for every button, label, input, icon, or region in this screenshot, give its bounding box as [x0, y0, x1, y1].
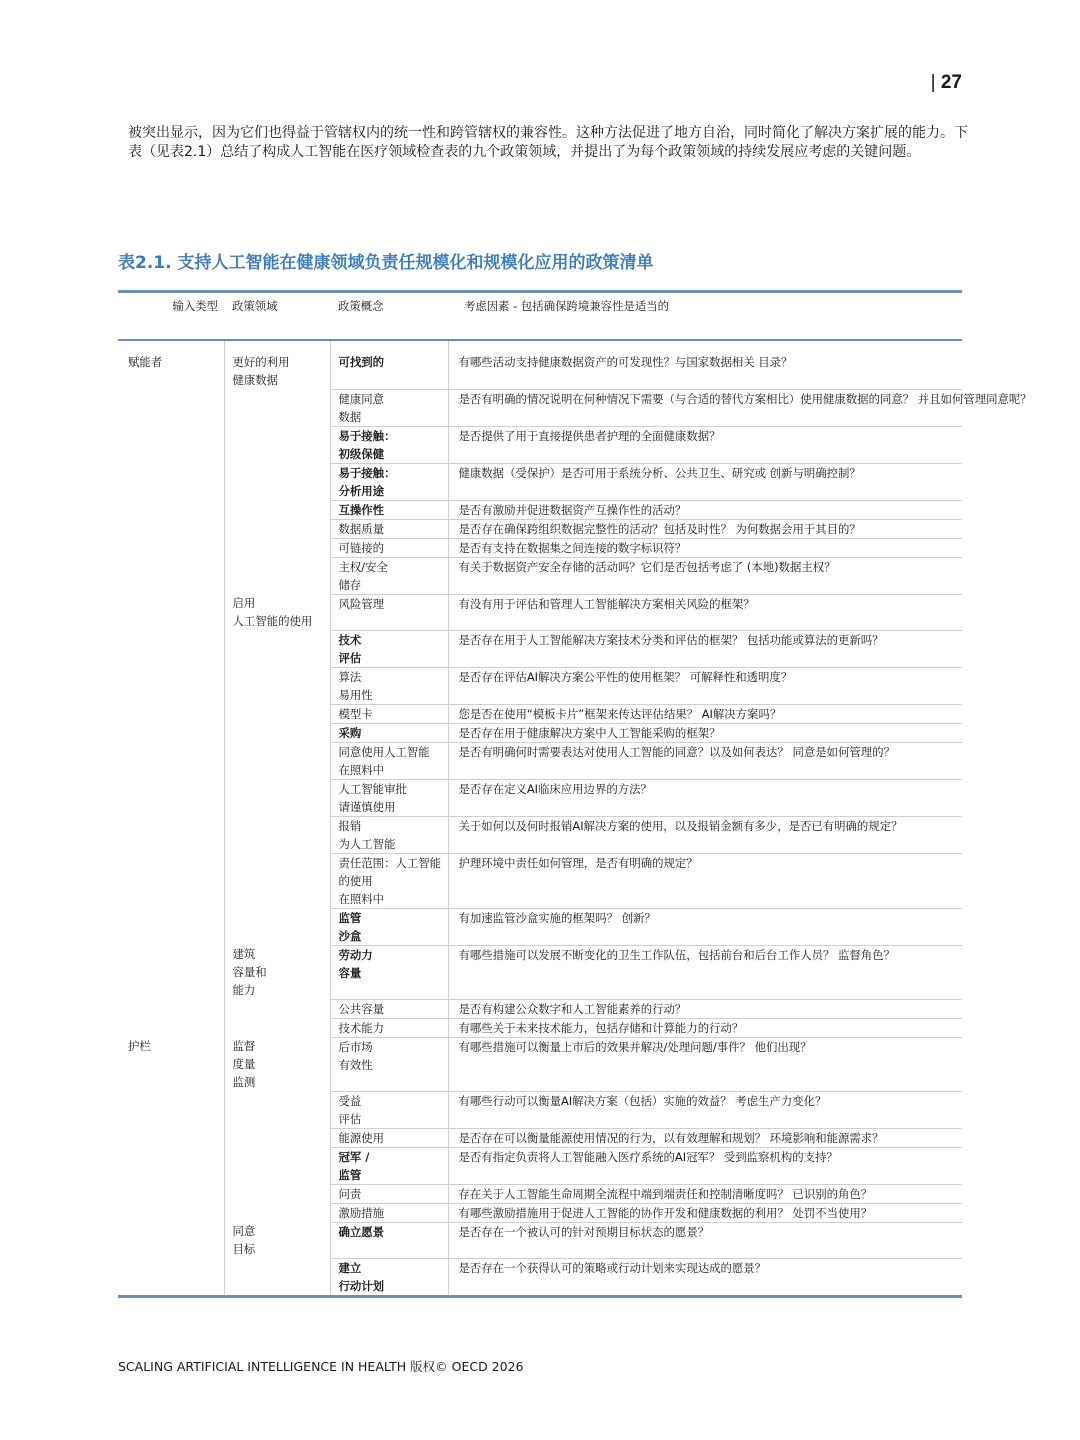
consideration-cell: 是否存在用于健康解决方案中人工智能采购的框架？	[448, 723, 962, 742]
policy-concept-cell: 受益 评估	[330, 1091, 448, 1128]
table-row	[118, 1203, 962, 1222]
input-type-cell	[118, 519, 224, 538]
policy-area-cell	[224, 908, 330, 945]
header-considerations: 考虑因素 - 包括确保跨境兼容性是适当的	[448, 292, 962, 341]
policy-concept-cell: 激励措施	[330, 1203, 448, 1222]
policy-concept-cell: 冠军 / 监管	[330, 1147, 448, 1184]
input-type-cell	[118, 1147, 224, 1184]
table-row	[118, 1018, 962, 1037]
consideration-cell: 是否有激励并促进数据资产互操作性的活动？	[448, 500, 962, 519]
policy-concept-cell: 技术能力	[330, 1018, 448, 1037]
policy-area-cell	[224, 704, 330, 723]
policy-concept-cell: 公共容量	[330, 999, 448, 1018]
table-row	[118, 557, 962, 594]
consideration-cell: 是否存在定义AI临床应用边界的方法？	[448, 779, 962, 816]
table-row	[118, 389, 962, 426]
policy-area-cell	[224, 538, 330, 557]
consideration-cell: 是否有指定负责将人工智能融入医疗系统的AI冠军？ 受到监察机构的支持？	[448, 1147, 962, 1184]
table-row	[118, 1091, 962, 1128]
consideration-cell: 健康数据（受保护）是否可用于系统分析、公共卫生、研究或 创新与明确控制？	[448, 463, 962, 500]
table-title: 表2.1. 支持人工智能在健康领域负责任规模化和规模化应用的政策清单	[118, 253, 654, 273]
policy-concept-cell: 确立愿景	[330, 1222, 448, 1258]
consideration-cell: 是否存在评估AI解决方案公平性的使用框架？ 可解释性和透明度？	[448, 667, 962, 704]
policy-table	[118, 290, 1032, 1298]
policy-concept-cell: 劳动力 容量	[330, 945, 448, 999]
input-type-cell	[118, 667, 224, 704]
input-type-cell	[118, 779, 224, 816]
policy-area-cell: 启用 人工智能的使用	[224, 594, 330, 630]
policy-concept-cell: 可找到的	[330, 340, 448, 389]
policy-concept-cell: 可链接的	[330, 538, 448, 557]
policy-area-cell	[224, 1147, 330, 1184]
policy-area-cell	[224, 630, 330, 667]
table-row	[118, 538, 962, 557]
table-row	[118, 816, 962, 853]
policy-area-cell	[224, 816, 330, 853]
policy-area-cell	[224, 519, 330, 538]
policy-area-cell	[224, 999, 330, 1018]
input-type-cell	[118, 557, 224, 594]
consideration-cell: 有哪些关于未来技术能力，包括存储和计算能力的行动？	[448, 1018, 962, 1037]
consideration-cell: 有加速监管沙盒实施的框架吗？ 创新？	[448, 908, 962, 945]
policy-area-cell	[224, 1091, 330, 1128]
consideration-cell: 有哪些措施可以发展不断变化的卫生工作队伍，包括前台和后台工作人员？ 监督角色？	[448, 945, 962, 999]
policy-concept-cell: 建立 行动计划	[330, 1258, 448, 1296]
policy-area-cell	[224, 779, 330, 816]
policy-concept-cell: 能源使用	[330, 1128, 448, 1147]
consideration-cell: 是否提供了用于直接提供患者护理的全面健康数据？	[448, 426, 962, 463]
policy-area-cell	[224, 389, 330, 426]
policy-area-cell: 更好的利用 健康数据	[224, 340, 330, 389]
policy-concept-cell: 易于接触： 分析用途	[330, 463, 448, 500]
policy-concept-cell: 采购	[330, 723, 448, 742]
table-row	[118, 519, 962, 538]
policy-area-cell	[224, 853, 330, 908]
table-row	[118, 340, 962, 389]
policy-concept-cell: 责任范围：人工智能的使用 在照料中	[330, 853, 448, 908]
table-row	[118, 594, 962, 630]
table-row	[118, 1147, 962, 1184]
policy-area-cell	[224, 1258, 330, 1296]
input-type-cell	[118, 463, 224, 500]
input-type-cell	[118, 426, 224, 463]
consideration-cell: 是否有支持在数据集之间连接的数字标识符？	[448, 538, 962, 557]
policy-area-cell: 同意 目标	[224, 1222, 330, 1258]
policy-concept-cell: 风险管理	[330, 594, 448, 630]
table-row	[118, 500, 962, 519]
consideration-cell: 是否有明确何时需要表达对使用人工智能的同意？以及如何表达？ 同意是如何管理的？	[448, 742, 962, 779]
footer: SCALING ARTIFICIAL INTELLIGENCE IN HEALTH 版权© OECD 2026	[118, 1359, 524, 1374]
table-row	[118, 667, 962, 704]
input-type-cell	[118, 1222, 224, 1258]
policy-area-cell	[224, 1018, 330, 1037]
policy-concept-cell: 监管 沙盒	[330, 908, 448, 945]
consideration-cell: 是否存在用于人工智能解决方案技术分类和评估的框架？ 包括功能或算法的更新吗？	[448, 630, 962, 667]
policy-concept-cell: 人工智能审批 请谨慎使用	[330, 779, 448, 816]
table-row	[118, 999, 962, 1018]
policy-area-cell	[224, 463, 330, 500]
input-type-cell	[118, 704, 224, 723]
consideration-cell: 有关于数据资产安全存储的活动吗？它们是否包括考虑了 (本地)数据主权？	[448, 557, 962, 594]
consideration-cell: 有哪些活动支持健康数据资产的可发现性？与国家数据相关 目录？	[448, 340, 962, 389]
input-type-cell	[118, 630, 224, 667]
input-type-cell	[118, 1128, 224, 1147]
consideration-cell: 是否存在一个获得认可的策略或行动计划来实现达成的愿景？	[448, 1258, 962, 1296]
input-type-cell	[118, 1184, 224, 1203]
input-type-cell	[118, 816, 224, 853]
table-row	[118, 630, 962, 667]
policy-concept-cell: 报销 为人工智能	[330, 816, 448, 853]
consideration-cell: 存在关于人工智能生命周期全流程中端到端责任和控制清晰度吗？ 已识别的角色？	[448, 1184, 962, 1203]
input-type-cell	[118, 389, 224, 426]
table-row	[118, 1222, 962, 1258]
table-row	[118, 1184, 962, 1203]
policy-concept-cell: 易于接触： 初级保健	[330, 426, 448, 463]
intro-paragraph: 被突出显示，因为它们也得益于管辖权内的统一性和跨管辖权的兼容性。这种方法促进了地方自治，同时简化了解决方案扩展的能力。下表（见表2.1）总结了构成人工智能在医疗领域检查表的九个政策领域，并提出了为每个政策领域的持续发展应考虑的关键问题。	[128, 125, 968, 160]
consideration-cell: 是否有明确的情况说明在何种情况下需要（与合适的替代方案相比）使用健康数据的同意？ 并且如何管理同意呢？	[448, 389, 962, 426]
table-row	[118, 704, 962, 723]
input-type-cell	[118, 742, 224, 779]
table-row	[118, 742, 962, 779]
header-policy-concept: 政策概念	[330, 292, 448, 341]
input-type-cell	[118, 908, 224, 945]
table-row	[118, 426, 962, 463]
input-type-cell	[118, 723, 224, 742]
policy-concept-cell: 同意使用人工智能 在照料中	[330, 742, 448, 779]
policy-area-cell	[224, 500, 330, 519]
input-type-cell	[118, 853, 224, 908]
consideration-cell: 是否有构建公众数字和人工智能素养的行动？	[448, 999, 962, 1018]
policy-area-cell	[224, 1128, 330, 1147]
consideration-cell: 有哪些激励措施用于促进人工智能的协作开发和健康数据的利用？ 处罚不当使用？	[448, 1203, 962, 1222]
input-type-cell	[118, 1203, 224, 1222]
input-type-cell	[118, 945, 224, 999]
consideration-cell: 有哪些行动可以衡量AI解决方案（包括）实施的效益？ 考虑生产力变化？	[448, 1091, 962, 1128]
consideration-cell: 关于如何以及何时报销AI解决方案的使用，以及报销金额有多少，是否已有明确的规定？	[448, 816, 962, 853]
consideration-cell: 是否存在可以衡量能源使用情况的行为，以有效理解和规划？ 环境影响和能源需求？	[448, 1128, 962, 1147]
consideration-cell: 是否存在一个被认可的针对预期目标状态的愿景？	[448, 1222, 962, 1258]
policy-concept-cell: 技术 评估	[330, 630, 448, 667]
consideration-cell: 护理环境中责任如何管理，是否有明确的规定？	[448, 853, 962, 908]
policy-area-cell	[224, 742, 330, 779]
policy-concept-cell: 问责	[330, 1184, 448, 1203]
consideration-cell: 有哪些措施可以衡量上市后的效果并解决/处理问题/事件？ 他们出现？	[448, 1037, 962, 1091]
policy-area-cell	[224, 667, 330, 704]
policy-concept-cell: 互操作性	[330, 500, 448, 519]
page-number: | 27	[931, 72, 962, 94]
header-policy-area: 政策领域	[224, 292, 330, 341]
table-header-row	[118, 292, 962, 341]
table-body	[118, 340, 1032, 1296]
input-type-cell: 赋能者	[128, 355, 163, 369]
table-row	[118, 1128, 962, 1147]
header-input-type: 输入类型	[118, 292, 224, 341]
input-type-cell	[118, 594, 224, 630]
table-row	[118, 945, 962, 999]
consideration-cell: 有没有用于评估和管理人工智能解决方案相关风险的框架？	[448, 594, 962, 630]
input-type-cell	[118, 1018, 224, 1037]
policy-concept-cell: 后市场 有效性	[330, 1037, 448, 1091]
policy-concept-cell: 模型卡	[330, 704, 448, 723]
policy-concept-cell: 健康同意 数据	[330, 389, 448, 426]
table-row	[118, 723, 962, 742]
policy-area-cell	[224, 1184, 330, 1203]
policy-area-cell: 建筑 容量和 能力	[224, 945, 330, 999]
input-type-cell	[118, 538, 224, 557]
policy-area-cell	[224, 426, 330, 463]
table-row	[118, 908, 962, 945]
input-type-cell	[118, 999, 224, 1018]
policy-area-cell	[224, 557, 330, 594]
input-type-cell: 护栏	[128, 1039, 151, 1053]
table-row	[118, 779, 962, 816]
table-row	[118, 853, 962, 908]
policy-area-cell	[224, 1203, 330, 1222]
policy-area-cell: 监督 度量 监测	[224, 1037, 330, 1091]
table-row	[118, 463, 962, 500]
input-type-cell	[118, 1258, 224, 1296]
input-type-cell	[118, 1091, 224, 1128]
policy-concept-cell: 数据质量	[330, 519, 448, 538]
table-row	[118, 1258, 962, 1296]
consideration-cell: 是否存在确保跨组织数据完整性的活动？包括及时性？ 为何数据会用于其目的？	[448, 519, 962, 538]
policy-concept-cell: 主权/安全 储存	[330, 557, 448, 594]
input-type-cell	[118, 500, 224, 519]
policy-concept-cell: 算法 易用性	[330, 667, 448, 704]
table-row	[118, 1037, 962, 1091]
consideration-cell: 您是否在使用“模板卡片”框架来传达评估结果？ AI解决方案吗？	[448, 704, 962, 723]
policy-area-cell	[224, 723, 330, 742]
